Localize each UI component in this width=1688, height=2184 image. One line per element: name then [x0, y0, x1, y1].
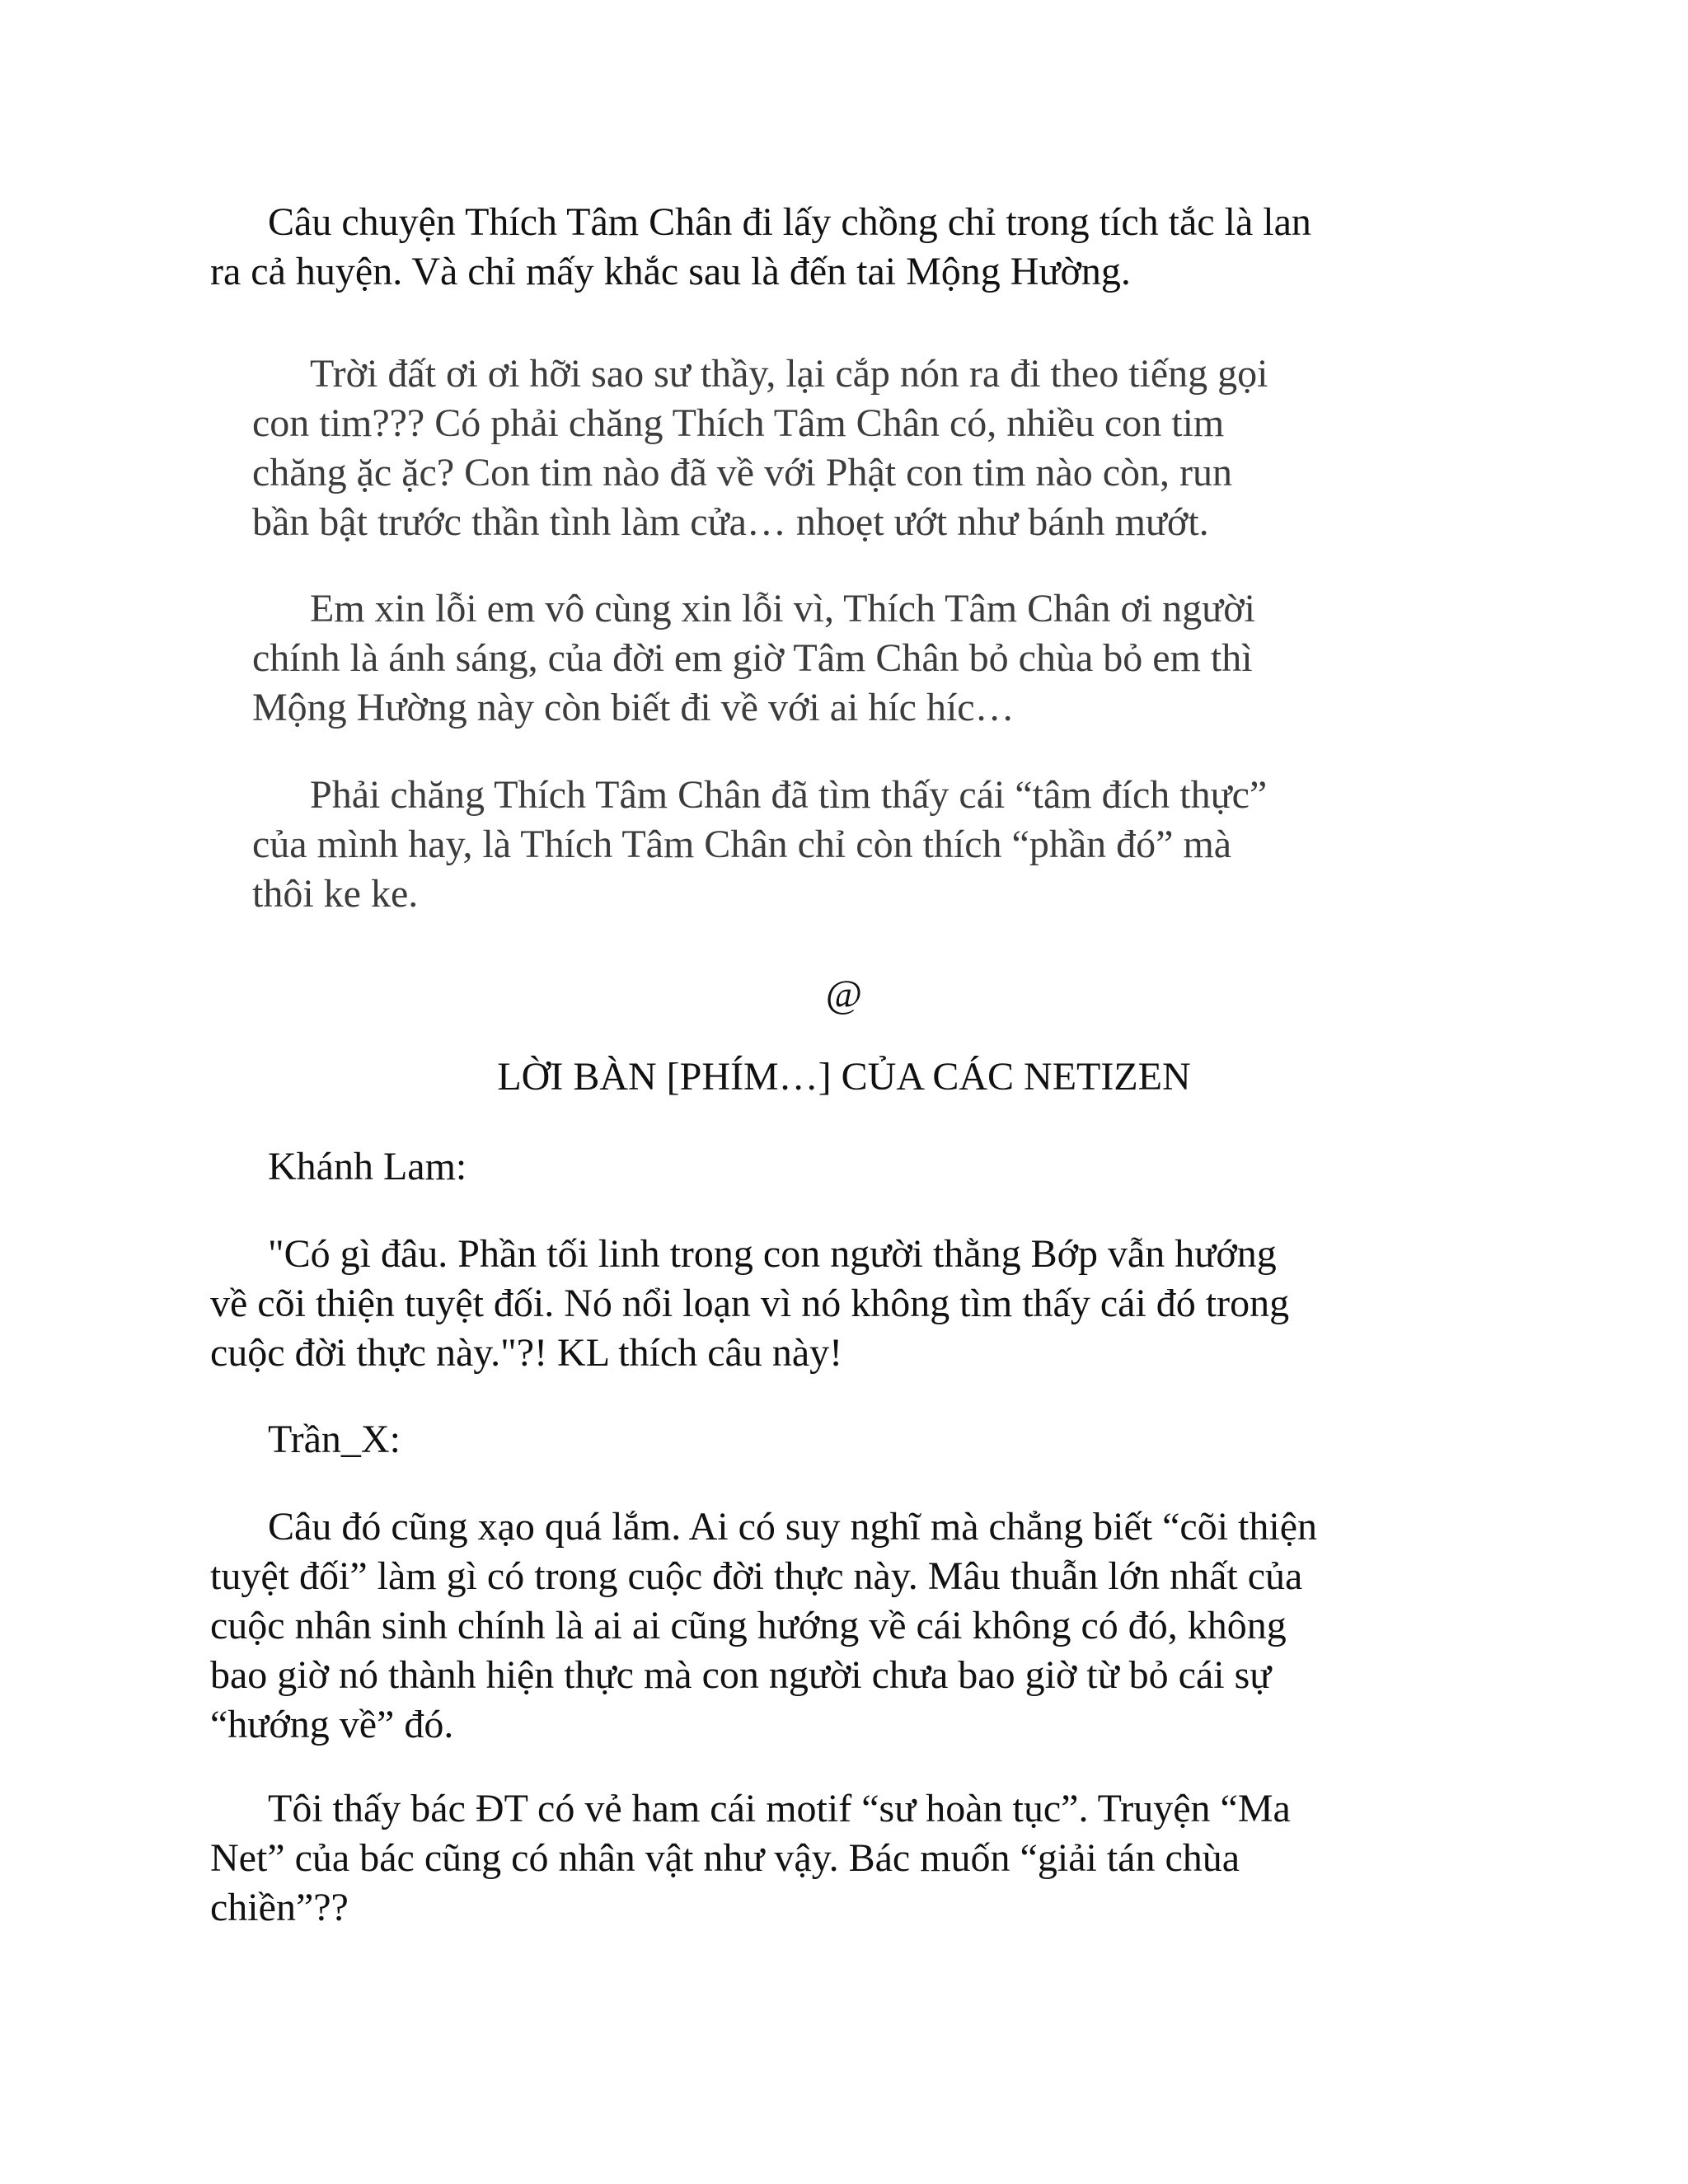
quote-paragraph: Trời đất ơi ơi hỡi sao sư thầy, lại cắp nón ra đi theo tiếng gọi con tim??? Có phải chăng Thích Tâm Chân có, nhiều con tim chăng ặc ặc? Con tim nào đã về với Phật con tim nào còn, run bần bật trước thần tình làm cửa… nhoẹt ướt như bánh mướt. — [252, 352, 1268, 544]
quote-paragraph: Phải chăng Thích Tâm Chân đã tìm thấy cái “tâm đích thực” của mình hay, là Thích Tâm Chân chỉ còn thích “phần đó” mà thôi ke ke. — [252, 773, 1268, 916]
comment-author: Trần_X: — [268, 1418, 401, 1461]
intro-paragraph: Câu chuyện Thích Tâm Chân đi lấy chồng chỉ trong tích tắc là lan ra cả huyện. Và chỉ mấy khắc sau là đến tai Mộng Hường. — [210, 200, 1311, 293]
comment-author: Khánh Lam: — [268, 1145, 467, 1188]
section-separator: @ — [825, 972, 863, 1016]
section-title: LỜI BÀN [PHÍM…] CỦA CÁC NETIZEN — [497, 1055, 1191, 1099]
comment-text: Câu đó cũng xạo quá lắm. Ai có suy nghĩ mà chẳng biết “cõi thiện tuyệt đối” làm gì có trong cuộc đời thực này. Mâu thuẫn lớn nhất của cuộc nhân sinh chính là ai ai cũng hướng về cái không có đó, không bao giờ nó thành hiện thực mà con người chưa bao giờ từ bỏ cái sự “hướng về” đó. — [210, 1505, 1318, 1746]
comment-text: "Có gì đâu. Phần tối linh trong con người thằng Bớp vẫn hướng về cõi thiện tuyệt đối. Nó nổi loạn vì nó không tìm thấy cái đó trong cuộc đời thực này."?! KL thích câu này! — [210, 1232, 1290, 1375]
quote-paragraph: Em xin lỗi em vô cùng xin lỗi vì, Thích Tâm Chân ơi người chính là ánh sáng, của đời em giờ Tâm Chân bỏ chùa bỏ em thì Mộng Hường này còn biết đi về với ai híc híc… — [252, 587, 1255, 729]
comment-text: Tôi thấy bác ĐT có vẻ ham cái motif “sư hoàn tục”. Truyện “Ma Net” của bác cũng có nhân vật như vậy. Bác muốn “giải tán chùa chiền”?? — [210, 1787, 1291, 1929]
